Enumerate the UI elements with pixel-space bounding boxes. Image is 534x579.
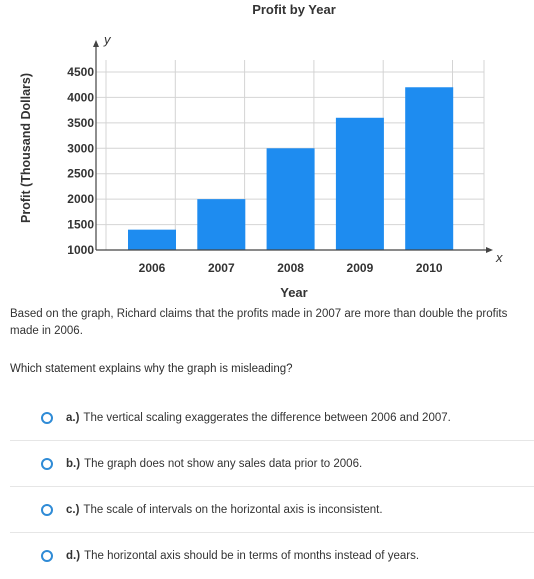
chart-title: Profit by Year xyxy=(252,2,336,17)
y-tick-label: 4500 xyxy=(67,65,94,79)
y-tick-label: 1500 xyxy=(67,217,94,232)
answer-option-a[interactable] xyxy=(10,395,534,441)
x-tick-label: 2009 xyxy=(346,261,374,275)
question-prompt: Which statement explains why the graph is misleading? xyxy=(10,363,293,375)
y-tick-label: 2500 xyxy=(67,166,94,181)
y-tick-label: 1000 xyxy=(67,243,94,257)
chart-bars xyxy=(128,87,453,250)
option-text-d: The horizontal axis should be in terms of months instead of years. xyxy=(84,549,420,562)
radio-button-d[interactable] xyxy=(41,550,53,562)
x-axis-arrow xyxy=(486,247,493,253)
option-letter-b: b.) xyxy=(66,457,81,470)
y-tick-label: 4000 xyxy=(67,90,94,105)
answer-option-d[interactable] xyxy=(10,533,534,578)
bar-2006 xyxy=(128,230,176,250)
option-text-a: The vertical scaling exaggerates the difference between 2006 and 2007. xyxy=(83,411,451,424)
bar-2009 xyxy=(336,118,384,250)
y-tick-label: 3500 xyxy=(67,115,94,130)
x-tick-label: 2008 xyxy=(277,261,304,275)
bar-2007 xyxy=(197,199,245,250)
y-tick-label: 2000 xyxy=(67,192,94,207)
option-letter-d: d.) xyxy=(66,549,81,562)
option-letter-a: a.) xyxy=(66,411,80,424)
y-tick-label: 3000 xyxy=(67,141,94,156)
radio-button-b[interactable] xyxy=(41,458,53,470)
answer-option-c[interactable] xyxy=(10,487,534,533)
bar-2008 xyxy=(267,148,315,250)
radio-button-c[interactable] xyxy=(41,504,53,516)
x-axis-label: Year xyxy=(280,285,308,300)
question-stem: Based on the graph, Richard claims that the profits made in 2007 are more than double the profits made in 2006. xyxy=(10,308,508,337)
x-tick-label: 2010 xyxy=(415,261,443,275)
x-tick-label: 2006 xyxy=(138,261,166,275)
y-axis-arrow xyxy=(93,40,99,47)
x-tick-label: 2007 xyxy=(207,261,235,275)
option-letter-c: c.) xyxy=(66,503,80,516)
bar-2010 xyxy=(405,87,453,250)
x-axis-variable: x xyxy=(496,250,503,265)
radio-button-a[interactable] xyxy=(41,412,53,424)
answer-options xyxy=(10,395,534,578)
y-axis-variable: y xyxy=(104,32,111,47)
option-text-b: The graph does not show any sales data prior to 2006. xyxy=(84,457,363,470)
option-text-c: The scale of intervals on the horizontal axis is inconsistent. xyxy=(83,503,383,516)
y-axis-label: Profit (Thousand Dollars) xyxy=(19,73,33,223)
answer-option-b[interactable] xyxy=(10,441,534,487)
